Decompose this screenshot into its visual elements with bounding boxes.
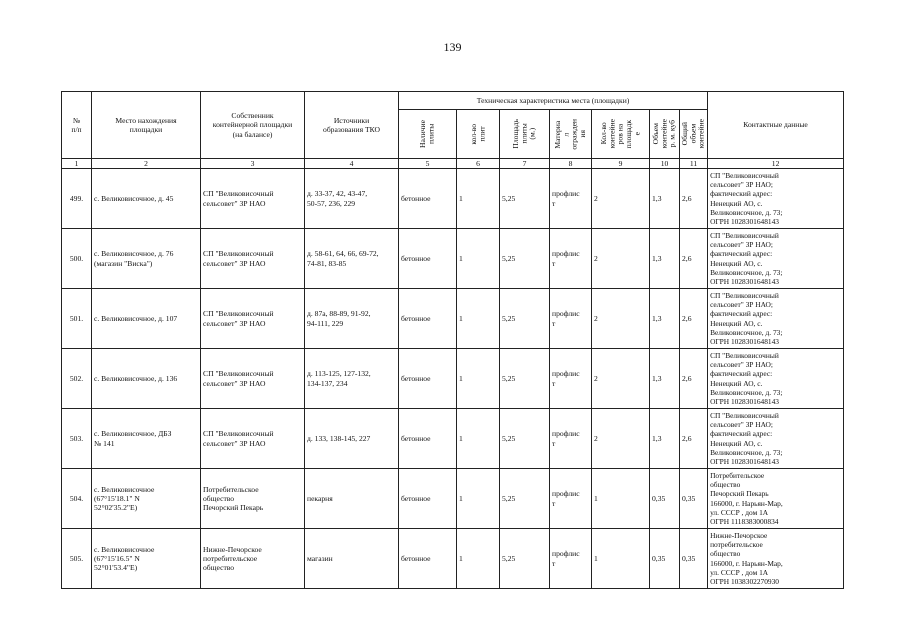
slab-count: 1: [457, 469, 500, 529]
table-row: [62, 409, 844, 469]
site-location: с. Великовисочное, д. 76 (магазин "Виска"): [92, 229, 201, 289]
fence-material: профлис т: [550, 409, 592, 469]
column-number: 8: [550, 159, 592, 169]
row-number: 505.: [62, 529, 92, 589]
waste-sources: д. 113-125, 127-132, 134-137, 234: [305, 349, 399, 409]
contact-details: СП "Великовисочный сельсовет" ЗР НАО; фактический адрес: Ненецкий АО, с. Великовисочное, д. 73; ОГРН 1028301648143: [708, 169, 844, 229]
container-count: 1: [592, 469, 650, 529]
slab-count: 1: [457, 349, 500, 409]
contact-details: Нижне-Печорское потребительское общество 166000, г. Нарьян-Мар, ул. СССР , дом 1А ОГРН 1038302270930: [708, 529, 844, 589]
slab-area: 5,25: [500, 529, 550, 589]
table-body: [62, 169, 844, 589]
header-owner: Собственник контейнерной площадки (на балансе): [201, 92, 305, 159]
site-location: с. Великовисочное, ДБЗ № 141: [92, 409, 201, 469]
slab-presence: бетонное: [399, 409, 457, 469]
site-owner: Потребительское общество Печорский Пекарь: [201, 469, 305, 529]
site-owner: СП "Великовисочный сельсовет" ЗР НАО: [201, 169, 305, 229]
slab-area: 5,25: [500, 469, 550, 529]
container-volume: 1,3: [650, 409, 680, 469]
container-volume: 1,3: [650, 349, 680, 409]
table-row: [62, 229, 844, 289]
column-number: 5: [399, 159, 457, 169]
row-number: 499.: [62, 169, 92, 229]
table-row: [62, 349, 844, 409]
site-owner: СП "Великовисочный сельсовет" ЗР НАО: [201, 409, 305, 469]
column-number: 6: [457, 159, 500, 169]
slab-area: 5,25: [500, 349, 550, 409]
column-number: 1: [62, 159, 92, 169]
column-number: 10: [650, 159, 680, 169]
header-contacts: Контактные данные: [708, 92, 844, 159]
container-count: 2: [592, 349, 650, 409]
header-total: Общий объем контейне: [680, 110, 708, 159]
slab-count: 1: [457, 229, 500, 289]
slab-area: 5,25: [500, 229, 550, 289]
row-number: 502.: [62, 349, 92, 409]
column-number: 2: [92, 159, 201, 169]
container-count: 2: [592, 229, 650, 289]
total-volume: 0,35: [680, 529, 708, 589]
container-volume: 0,35: [650, 469, 680, 529]
column-number: 9: [592, 159, 650, 169]
row-number: 500.: [62, 229, 92, 289]
header-containers: Кол-во контейне ров на площадк е: [592, 110, 650, 159]
total-volume: 0,35: [680, 469, 708, 529]
site-owner: СП "Великовисочный сельсовет" ЗР НАО: [201, 289, 305, 349]
slab-presence: бетонное: [399, 229, 457, 289]
site-location: с. Великовисочное, д. 45: [92, 169, 201, 229]
table-row: [62, 169, 844, 229]
waste-sources: д. 33-37, 42, 43-47, 50-57, 236, 229: [305, 169, 399, 229]
site-owner: СП "Великовисочный сельсовет" ЗР НАО: [201, 229, 305, 289]
total-volume: 2,6: [680, 349, 708, 409]
site-location: с. Великовисочное (67°15'16.5" N 52°01'53.4"E): [92, 529, 201, 589]
slab-count: 1: [457, 409, 500, 469]
header-volume: Объем контейне р. м. куб: [650, 110, 680, 159]
slab-area: 5,25: [500, 169, 550, 229]
slab-count: 1: [457, 529, 500, 589]
fence-material: профлис т: [550, 469, 592, 529]
header-sources: Источники образования ТКО: [305, 92, 399, 159]
container-count: 2: [592, 409, 650, 469]
container-volume: 1,3: [650, 289, 680, 349]
header-num: № п/п: [62, 92, 92, 159]
table-row: [62, 529, 844, 589]
fence-material: профлис т: [550, 529, 592, 589]
header-slab-area: Площадь плиты (м.): [500, 110, 550, 159]
slab-count: 1: [457, 169, 500, 229]
waste-sources: д. 58-61, 64, 66, 69-72, 74-81, 83-85: [305, 229, 399, 289]
waste-sources: пекарня: [305, 469, 399, 529]
site-owner: СП "Великовисочный сельсовет" ЗР НАО: [201, 349, 305, 409]
total-volume: 2,6: [680, 409, 708, 469]
contact-details: СП "Великовисочный сельсовет" ЗР НАО; фактический адрес: Ненецкий АО, с. Великовисочное, д. 73; ОГРН 1028301648143: [708, 409, 844, 469]
total-volume: 2,6: [680, 229, 708, 289]
container-sites-table: [61, 91, 844, 589]
waste-sources: д. 87а, 88-89, 91-92, 94-111, 229: [305, 289, 399, 349]
contact-details: СП "Великовисочный сельсовет" ЗР НАО; фактический адрес: Ненецкий АО, с. Великовисочное, д. 73; ОГРН 1028301648143: [708, 349, 844, 409]
column-number: 7: [500, 159, 550, 169]
waste-sources: д. 133, 138-145, 227: [305, 409, 399, 469]
site-owner: Нижне-Печорское потребительское общество: [201, 529, 305, 589]
slab-presence: бетонное: [399, 529, 457, 589]
fence-material: профлис т: [550, 349, 592, 409]
header-slab-count: кол-во плит: [457, 110, 500, 159]
slab-presence: бетонное: [399, 469, 457, 529]
column-number: 3: [201, 159, 305, 169]
header-place: Место нахождения площадки: [92, 92, 201, 159]
total-volume: 2,6: [680, 289, 708, 349]
header-tech-group: Техническая характеристика места (площадки): [399, 92, 708, 110]
container-volume: 0,35: [650, 529, 680, 589]
slab-presence: бетонное: [399, 169, 457, 229]
row-number: 501.: [62, 289, 92, 349]
waste-sources: магазин: [305, 529, 399, 589]
contact-details: Потребительское общество Печорский Пекарь 166000, г. Нарьян-Мар, ул. СССР , дом 1А ОГРН 1118383000834: [708, 469, 844, 529]
fence-material: профлис т: [550, 169, 592, 229]
container-count: 1: [592, 529, 650, 589]
header-slab: Наличие плиты: [399, 110, 457, 159]
slab-area: 5,25: [500, 289, 550, 349]
row-number: 504.: [62, 469, 92, 529]
header-fence: Материа л огражден ия: [550, 110, 592, 159]
container-count: 2: [592, 289, 650, 349]
slab-presence: бетонное: [399, 289, 457, 349]
container-count: 2: [592, 169, 650, 229]
slab-area: 5,25: [500, 409, 550, 469]
site-location: с. Великовисочное, д. 136: [92, 349, 201, 409]
column-number-row: [62, 159, 844, 169]
table-row: [62, 289, 844, 349]
page-number: 139: [443, 40, 462, 54]
fence-material: профлис т: [550, 229, 592, 289]
table-row: [62, 469, 844, 529]
site-location: с. Великовисочное (67°15'18.1" N 52°02'35.2"E): [92, 469, 201, 529]
fence-material: профлис т: [550, 289, 592, 349]
site-location: с. Великовисочное, д. 107: [92, 289, 201, 349]
slab-count: 1: [457, 289, 500, 349]
slab-presence: бетонное: [399, 349, 457, 409]
column-number: 4: [305, 159, 399, 169]
contact-details: СП "Великовисочный сельсовет" ЗР НАО; фактический адрес: Ненецкий АО, с. Великовисочное, д. 73; ОГРН 1028301648143: [708, 229, 844, 289]
container-volume: 1,3: [650, 229, 680, 289]
contact-details: СП "Великовисочный сельсовет" ЗР НАО; фактический адрес: Ненецкий АО, с. Великовисочное, д. 73; ОГРН 1028301648143: [708, 289, 844, 349]
row-number: 503.: [62, 409, 92, 469]
container-volume: 1,3: [650, 169, 680, 229]
column-number: 12: [708, 159, 844, 169]
column-number: 11: [680, 159, 708, 169]
total-volume: 2,6: [680, 169, 708, 229]
